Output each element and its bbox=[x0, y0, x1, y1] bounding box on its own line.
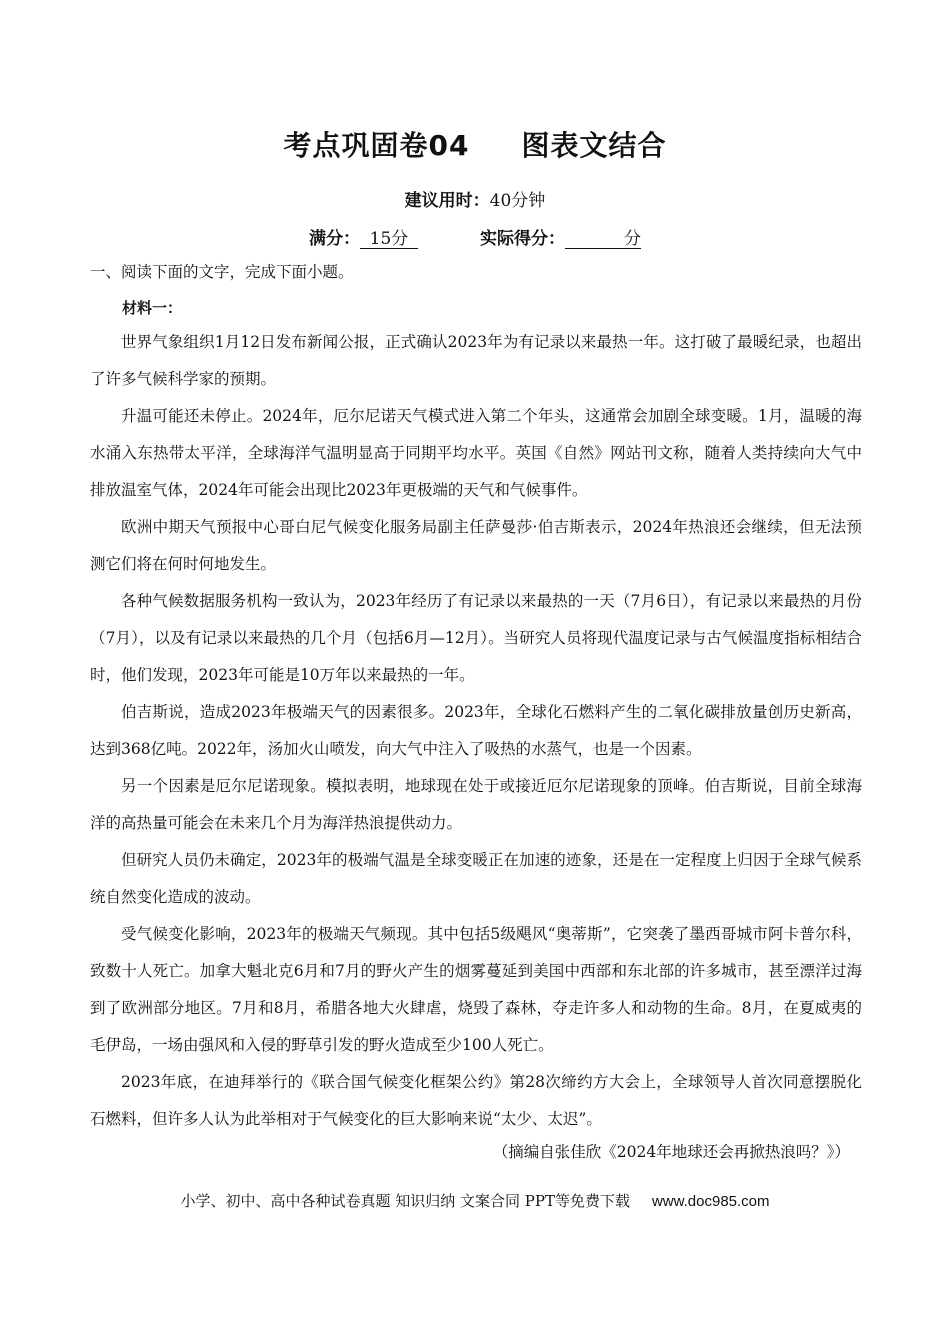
actual-score-blank[interactable]: 分 bbox=[565, 230, 641, 249]
time-line bbox=[0, 186, 950, 211]
paragraph: 另一个因素是厄尔尼诺现象。模拟表明，地球现在处于或接近厄尔尼诺现象的顶峰。伯吉斯说，目前全球海洋的高热量可能会在未来几个月为海洋热浪提供动力。 bbox=[90, 777, 862, 832]
paragraph: 世界气象组织1月12日发布新闻公报，正式确认2023年为有记录以来最热一年。这打破了最暖纪录，也超出了许多气候科学家的预期。 bbox=[90, 333, 862, 388]
full-score-value: 15分 bbox=[360, 230, 418, 249]
full-score-label: 满分： bbox=[309, 229, 360, 249]
actual-score-label: 实际得分： bbox=[480, 229, 565, 249]
page-title bbox=[0, 124, 950, 164]
score-line bbox=[0, 224, 950, 249]
paragraph: 升温可能还未停止。2024年，厄尔尼诺天气模式进入第二个年头，这通常会加剧全球变暖。1月，温暖的海水涌入东热带太平洋，全球海洋气温明显高于同期平均水平。英国《自然》网站刊文称，随着人类持续向大气中排放温室气体，2024年可能会出现比2023年更极端的天气和气候事件。 bbox=[90, 407, 862, 499]
footer-text: 小学、初中、高中各种试卷真题 知识归纳 文案合同 PPT等免费下载 bbox=[180, 1192, 630, 1210]
material-label: 材料一： bbox=[122, 299, 183, 317]
time-value: 40分钟 bbox=[489, 191, 546, 211]
paragraph: 受气候变化影响，2023年的极端天气频现。其中包括5级飓风“奥蒂斯”，它突袭了墨西哥城市阿卡普尔科，致数十人死亡。加拿大魁北克6月和7月的野火产生的烟雾蔓延到美国中西部和东北部的许多城市，甚至漂洋过海到了欧洲部分地区。7月和8月，希腊各地大火肆虐，烧毁了森林，夺走许多人和动物的生命。8月，在夏威夷的毛伊岛，一场由强风和入侵的野草引发的野火造成至少100人死亡。 bbox=[90, 925, 862, 1054]
paragraph: 各种气候数据服务机构一致认为，2023年经历了有记录以来最热的一天（7月6日），有记录以来最热的月份（7月），以及有记录以来最热的几个月（包括6月—12月）。当研究人员将现代温度记录与古气候温度指标相结合时，他们发现，2023年可能是10万年以来最热的一年。 bbox=[90, 592, 862, 684]
title-part1: 考点巩固卷04 bbox=[283, 129, 470, 162]
title-part2: 图表文结合 bbox=[521, 129, 667, 162]
paragraph: 2023年底，在迪拜举行的《联合国气候变化框架公约》第28次缔约方大会上，全球领导人首次同意摆脱化石燃料，但许多人认为此举相对于气候变化的巨大影响来说“太少、太迟”。 bbox=[90, 1073, 862, 1128]
source-citation: （摘编自张佳欣《2024年地球还会再掀热浪吗？》） bbox=[492, 1143, 850, 1161]
question-instruction: 一、阅读下面的文字，完成下面小题。 bbox=[90, 263, 354, 281]
time-label: 建议用时： bbox=[404, 191, 490, 211]
material-body bbox=[90, 324, 862, 1138]
paragraph: 伯吉斯说，造成2023年极端天气的因素很多。2023年，全球化石燃料产生的二氧化碳排放量创历史新高，达到368亿吨。2022年，汤加火山喷发，向大气中注入了吸热的水蒸气，也是一个因素。 bbox=[90, 703, 862, 758]
page-footer bbox=[0, 1190, 950, 1211]
paragraph: 欧洲中期天气预报中心哥白尼气候变化服务局副主任萨曼莎·伯吉斯表示，2024年热浪还会继续，但无法预测它们将在何时何地发生。 bbox=[90, 518, 862, 573]
footer-link[interactable]: www.doc985.com bbox=[651, 1193, 770, 1210]
paragraph: 但研究人员仍未确定，2023年的极端气温是全球变暖正在加速的迹象，还是在一定程度上归因于全球气候系统自然变化造成的波动。 bbox=[90, 851, 862, 906]
